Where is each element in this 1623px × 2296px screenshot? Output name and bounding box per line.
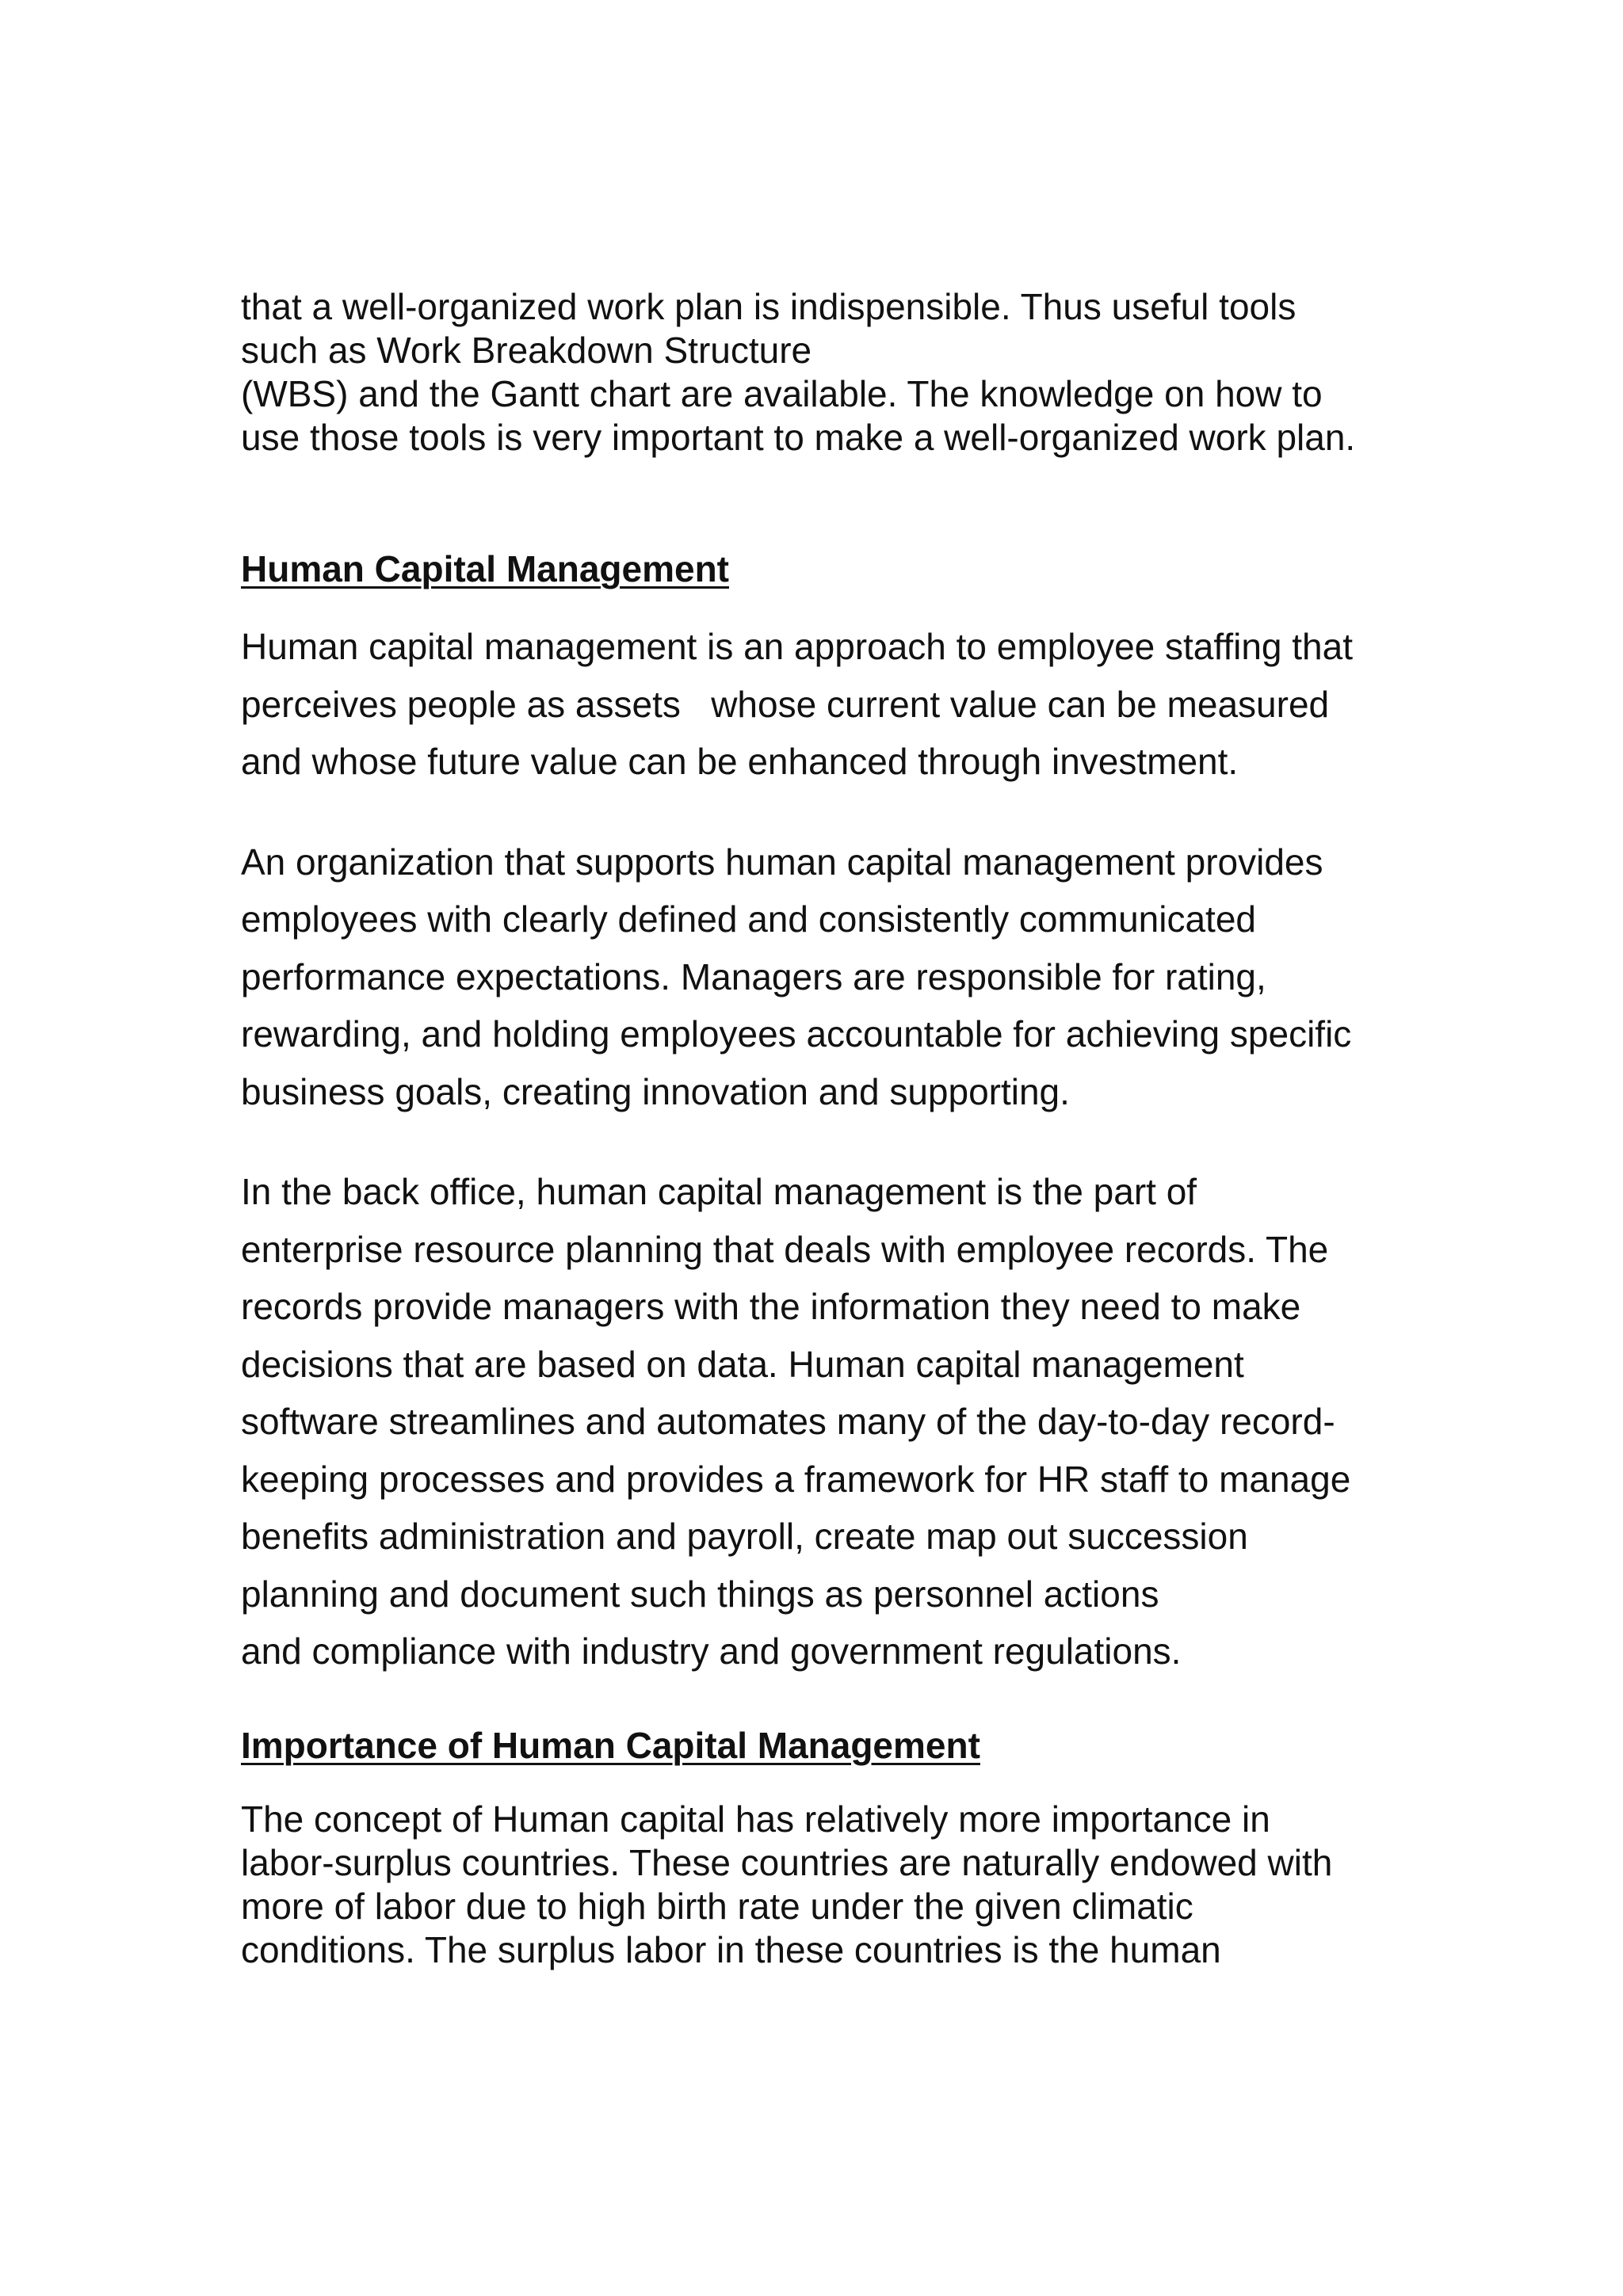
text-line: benefits administration and payroll, create map out succession [241,1516,1248,1557]
importance-paragraph [241,1798,1430,1972]
text-line: (WBS) and the Gantt chart are available. The knowledge on how to [241,373,1323,414]
page-content [241,285,1430,1972]
text-line: such as Work Breakdown Structure [241,330,812,371]
text-line: records provide managers with the information they need to make [241,1286,1301,1327]
text-line: An organization that supports human capital management provides [241,841,1323,883]
text-line: software streamlines and automates many of the day-to-day record- [241,1401,1335,1442]
intro-paragraph [241,285,1430,460]
text-line: In the back office, human capital management is the part of [241,1171,1197,1212]
text-line: and compliance with industry and government regulations. [241,1630,1182,1672]
text-line: business goals, creating innovation and supporting. [241,1070,1070,1112]
text-line: performance expectations. Managers are responsible for rating, [241,955,1266,997]
section-heading-human-capital-management: Human Capital Management [241,548,729,589]
text-line: labor-surplus countries. These countries are naturally endowed with [241,1841,1333,1883]
text-line: enterprise resource planning that deals with employee records. The [241,1228,1329,1270]
text-line: that a well-organized work plan is indispensible. Thus useful tools [241,286,1296,327]
text-line: The concept of Human capital has relatively more importance in [241,1798,1270,1840]
text-line: planning and document such things as personnel actions [241,1573,1159,1615]
text-line: conditions. The surplus labor in these countries is the human [241,1928,1221,1970]
hcm-paragraph-2 [241,833,1430,1121]
text-line: keeping processes and provides a framework for HR staff to manage [241,1458,1351,1500]
text-line: more of labor due to high birth rate under the given climatic [241,1885,1193,1927]
text-line: use those tools is very important to make a well-organized work plan. [241,417,1356,458]
hcm-paragraph-1 [241,618,1430,791]
section-heading-importance: Importance of Human Capital Management [241,1724,980,1766]
text-line: perceives people as assets whose current value can be measured [241,683,1330,725]
text-line: employees with clearly defined and consistently communicated [241,898,1256,940]
text-line: and whose future value can be enhanced through investment. [241,741,1239,782]
text-line: decisions that are based on data. Human capital management [241,1343,1244,1385]
text-line: rewarding, and holding employees accountable for achieving specific [241,1013,1352,1055]
text-line: Human capital management is an approach to employee staffing that [241,626,1353,667]
hcm-paragraph-3 [241,1163,1430,1680]
